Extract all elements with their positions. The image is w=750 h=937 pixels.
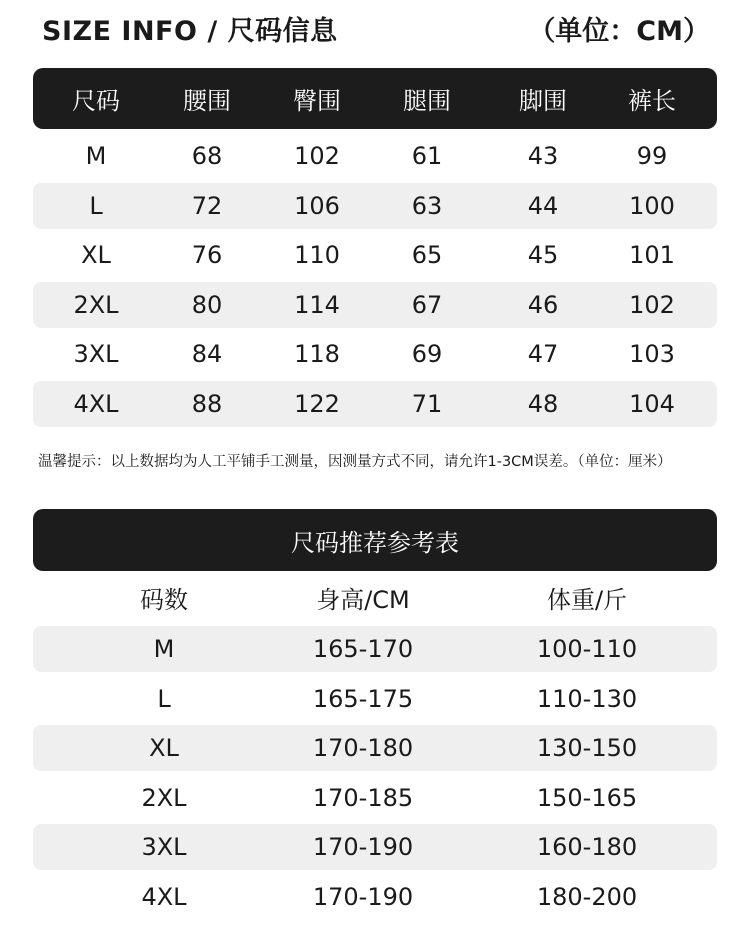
size-table-cell: 2XL — [73, 290, 119, 319]
size-table-cell: 88 — [191, 390, 223, 418]
size-table-row — [33, 133, 717, 179]
recommend-table-cell: 165-170 — [312, 635, 414, 663]
size-table-cell: 101 — [629, 241, 675, 270]
size-table-cell: 72 — [191, 191, 223, 220]
size-table-cell: 43 — [527, 142, 559, 170]
recommend-table-header — [0, 575, 750, 619]
recommend-table-cell: M — [153, 635, 175, 663]
recommend-table-row — [33, 824, 717, 870]
size-table-cell: 68 — [191, 142, 223, 170]
size-table-row — [33, 282, 717, 328]
recommend-table-title: 尺码推荐参考表 — [291, 528, 459, 557]
size-table-cell: 76 — [191, 241, 223, 270]
size-table-cell: 102 — [294, 142, 340, 170]
recommend-table-cell: 110-130 — [536, 684, 638, 713]
size-col-header: 腿围 — [403, 87, 451, 115]
page-title: SIZE INFO / 尺码信息 — [42, 16, 338, 47]
measurement-note: 温馨提示：以上数据均为人工平铺手工测量，因测量方式不同，请允许1-3CM误差。（单位：厘米） — [38, 454, 672, 470]
size-table-cell: 65 — [411, 241, 443, 270]
size-table-cell: 47 — [527, 340, 559, 369]
recommend-table-row — [33, 725, 717, 771]
size-table-row — [33, 331, 717, 377]
size-table-cell: 106 — [294, 191, 340, 220]
recommend-table-row — [33, 676, 717, 722]
size-col-header: 腰围 — [183, 87, 231, 115]
size-table-row — [33, 381, 717, 427]
size-table-cell: 103 — [629, 340, 675, 369]
size-table-cell: 104 — [629, 390, 675, 418]
size-table-cell: 46 — [527, 290, 559, 319]
recommend-table-cell: 170-180 — [312, 734, 414, 763]
size-table-cell: 69 — [411, 340, 443, 369]
recommend-table-cell: 165-175 — [312, 684, 414, 713]
size-col-header: 脚围 — [519, 87, 567, 115]
recommend-table-cell: 180-200 — [536, 883, 638, 911]
recommend-table-cell: 100-110 — [536, 635, 638, 663]
recommend-table-cell: L — [157, 684, 171, 713]
size-table-row — [33, 232, 717, 278]
recommend-table-row — [33, 775, 717, 821]
size-table-cell: 80 — [191, 290, 223, 319]
size-table-cell: L — [89, 191, 103, 220]
size-table-cell: 45 — [527, 241, 559, 270]
recommend-table-cell: 170-190 — [312, 883, 414, 911]
size-table-cell: 110 — [294, 241, 340, 270]
size-table-cell: 100 — [629, 191, 675, 220]
recommend-table-cell: 130-150 — [536, 734, 638, 763]
size-table-cell: 122 — [294, 390, 340, 418]
size-table-row — [33, 183, 717, 229]
size-col-header: 臀围 — [293, 87, 341, 115]
recommend-table-cell: 160-180 — [536, 833, 638, 862]
size-table-cell: 61 — [411, 142, 443, 170]
size-table-cell: 71 — [411, 390, 443, 418]
recommend-table-cell: 3XL — [141, 833, 187, 862]
size-table-cell: 44 — [527, 191, 559, 220]
recommend-table-row — [33, 874, 717, 920]
recommend-table-cell: 4XL — [141, 883, 187, 911]
size-table-cell: XL — [81, 241, 111, 270]
size-table-cell: 102 — [629, 290, 675, 319]
recommend-table-title-bar — [33, 509, 717, 571]
size-table-cell: 99 — [636, 142, 668, 170]
size-table-cell: 63 — [411, 191, 443, 220]
recommend-table-cell: 170-185 — [312, 783, 414, 812]
size-col-header: 裤长 — [628, 87, 676, 115]
size-table-cell: M — [85, 142, 107, 170]
size-table-cell: 114 — [294, 290, 340, 319]
size-table-cell: 4XL — [73, 390, 119, 418]
size-table-header — [33, 68, 717, 129]
recommend-table-cell: XL — [149, 734, 179, 763]
recommend-table-row — [33, 626, 717, 672]
recommend-col-header: 码数 — [140, 585, 188, 614]
size-table-cell: 3XL — [73, 340, 119, 369]
size-table-cell: 67 — [411, 290, 443, 319]
size-table-cell: 118 — [294, 340, 340, 369]
size-col-header: 尺码 — [72, 87, 120, 115]
recommend-table-cell: 150-165 — [536, 783, 638, 812]
recommend-table-cell: 2XL — [141, 783, 187, 812]
recommend-table-cell: 170-190 — [312, 833, 414, 862]
recommend-col-header: 身高/CM — [316, 585, 410, 614]
unit-label: （单位：CM） — [528, 16, 710, 47]
size-table-cell: 84 — [191, 340, 223, 369]
size-table-cell: 48 — [527, 390, 559, 418]
recommend-col-header: 体重/斤 — [546, 585, 628, 614]
